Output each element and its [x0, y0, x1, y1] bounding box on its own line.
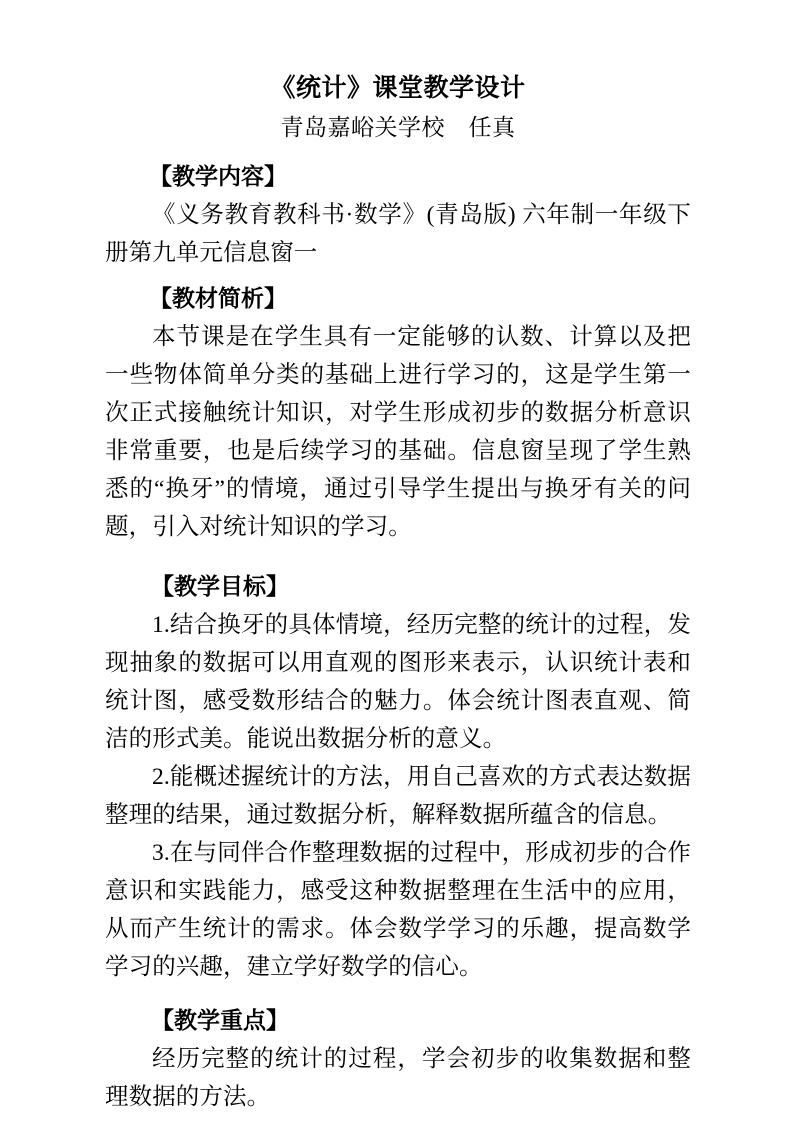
paragraph-objective-1: 1.结合换牙的具体情境，经历完整的统计的过程，发现抽象的数据可以用直观的图形来表示，认识统计表和统计图，感受数形结合的魅力。体会统计图表直观、简洁的形式美。能说出数据分析的意义。 — [105, 612, 691, 752]
paragraph-objective-2: 2.能概述握统计的方法，用自己喜欢的方式表达数据整理的结果，通过数据分析，解释数据所蕴含的信息。 — [105, 764, 691, 828]
page-title: 《统计》课堂教学设计 — [270, 75, 526, 102]
paragraph-teaching-focus: 经历完整的统计的过程，学会初步的收集数据和整理数据的方法。 — [105, 1046, 691, 1110]
spacer — [105, 272, 691, 280]
paragraph-teaching-content: 《义务教育教科书·数学》(青岛版) 六年制一年级下册第九单元信息窗一 — [105, 202, 691, 266]
spacer — [105, 986, 691, 1002]
section-heading-teaching-focus: 【教学重点】 — [151, 1008, 289, 1033]
author-line: 青岛嘉峪关学校 任真 — [280, 115, 516, 140]
paragraph-objective-3: 3.在与同伴合作整理数据的过程中，形成初步的合作意识和实践能力，感受这种数据整理在生活中的应用，从而产生统计的需求。体会数学学习的乐趣，提高数学学习的兴趣，建立学好数学的信心。 — [105, 840, 691, 980]
paragraph-textbook-analysis: 本节课是在学生具有一定能够的认数、计算以及把一些物体简单分类的基础上进行学习的，这是学生第一次正式接触统计知识，对学生形成初步的数据分析意识非常重要，也是后续学习的基础。信息窗呈现了学生熟悉的“换牙”的情境，通过引导学生提出与换牙有关的问题，引入对统计知识的学习。 — [105, 324, 691, 540]
document-content — [105, 72, 691, 1116]
spacer — [105, 546, 691, 568]
section-heading-teaching-objectives: 【教学目标】 — [151, 574, 289, 599]
section-heading-teaching-content: 【教学内容】 — [149, 164, 287, 189]
section-heading-textbook-analysis: 【教材简析】 — [149, 286, 287, 311]
